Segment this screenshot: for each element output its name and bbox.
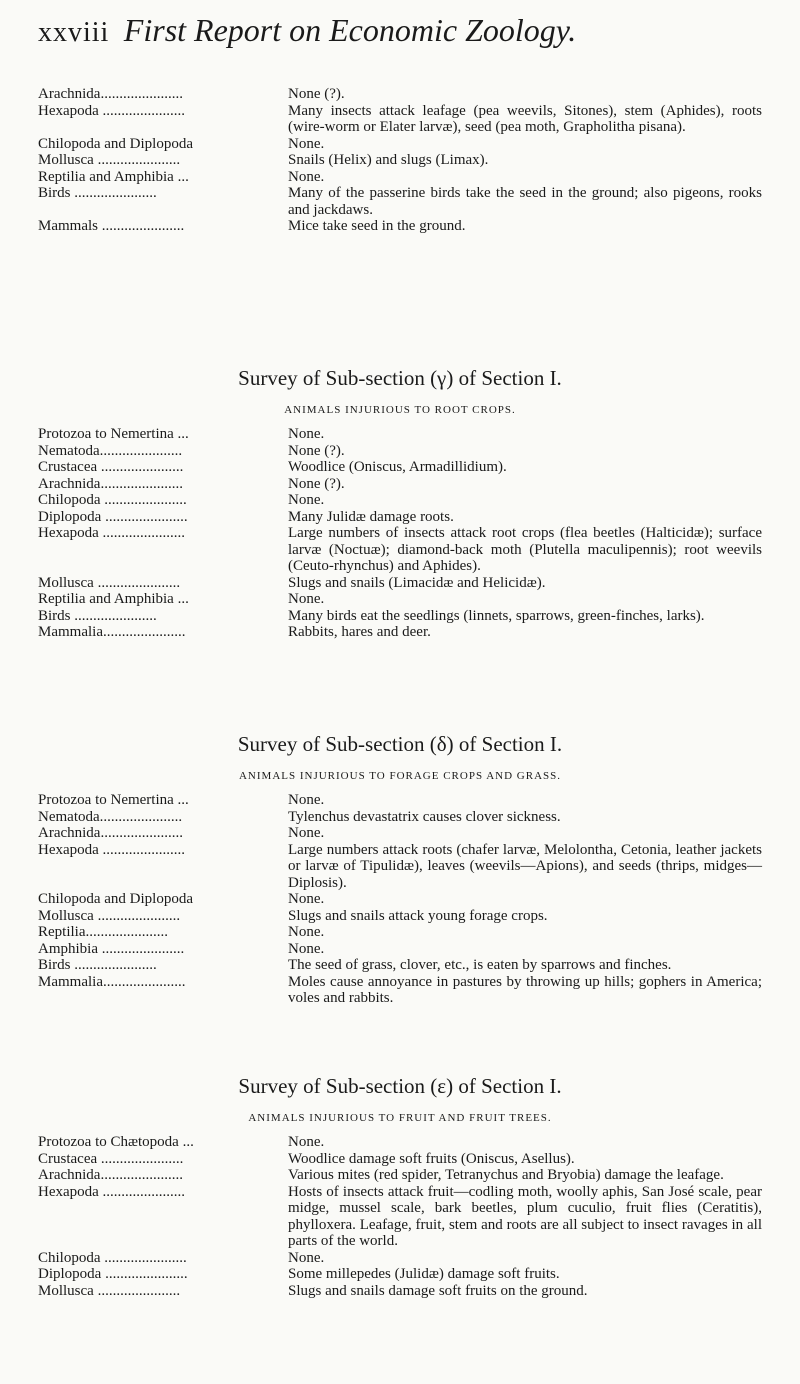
table-row bbox=[38, 492, 762, 509]
damage-description: None. bbox=[288, 1134, 325, 1150]
table-row bbox=[38, 1283, 762, 1300]
section-subheading-delta: ANIMALS INJURIOUS TO FORAGE CROPS AND GRASS. bbox=[238, 770, 561, 782]
table-row bbox=[38, 974, 762, 1007]
table-row bbox=[38, 575, 762, 592]
damage-description: None (?). bbox=[288, 86, 345, 102]
animal-group: Diplopoda ...................... bbox=[38, 1266, 188, 1282]
damage-description: Slugs and snails (Limacidæ and Helicidæ). bbox=[288, 574, 546, 591]
animal-group: Diplopoda ...................... bbox=[38, 508, 188, 525]
damage-description: None (?). bbox=[288, 442, 345, 459]
section-heading-gamma: Survey of Sub-section (γ) of Section I. bbox=[238, 366, 562, 390]
table-row bbox=[38, 825, 762, 842]
animal-group: Mammals ...................... bbox=[38, 218, 185, 234]
animal-group: Crustacea ...................... bbox=[38, 459, 184, 475]
table-row bbox=[38, 1250, 762, 1267]
animal-group: Reptilia and Amphibia ... bbox=[38, 168, 189, 185]
animal-group: Hexapoda ...................... bbox=[38, 841, 186, 858]
page-number: xxviii bbox=[38, 17, 110, 48]
animal-group: Protozoa to Nemertina ... bbox=[38, 792, 189, 808]
damage-description: Rabbits, hares and deer. bbox=[288, 624, 431, 640]
running-title: First Report on Economic Zoology. bbox=[123, 12, 577, 48]
animal-group: Mammalia...................... bbox=[38, 624, 186, 640]
table-row bbox=[38, 591, 762, 608]
table-row bbox=[38, 152, 762, 169]
table-row bbox=[38, 924, 762, 941]
damage-description: Snails (Helix) and slugs (Limax). bbox=[288, 152, 489, 168]
table-row bbox=[38, 941, 762, 958]
animal-group: Reptilia...................... bbox=[38, 924, 168, 940]
table-top-section bbox=[38, 86, 762, 235]
table-row bbox=[38, 792, 762, 809]
table-row bbox=[38, 1134, 762, 1151]
section-heading-delta: Survey of Sub-section (δ) of Section I. bbox=[237, 732, 563, 756]
table-row bbox=[38, 509, 762, 526]
table-section-delta bbox=[38, 792, 762, 1007]
table-row bbox=[38, 1266, 762, 1283]
animal-group: Arachnida...................... bbox=[38, 475, 183, 492]
table-row bbox=[38, 608, 762, 625]
animal-group: Hexapoda ...................... bbox=[38, 525, 186, 541]
animal-group: Mollusca ...................... bbox=[38, 574, 181, 591]
table-row bbox=[38, 426, 762, 443]
running-head bbox=[38, 12, 577, 62]
damage-description: None. bbox=[288, 940, 325, 957]
table-row bbox=[38, 1167, 762, 1184]
damage-description: Many birds eat the seedlings (linnets, sparrows, green-finches, larks). bbox=[288, 607, 705, 624]
animal-group: Arachnida...................... bbox=[38, 825, 183, 841]
table-row bbox=[38, 443, 762, 460]
animal-group: Amphibia ...................... bbox=[38, 940, 185, 957]
damage-description: None. bbox=[288, 924, 325, 940]
table-row bbox=[38, 185, 762, 218]
damage-description: None. bbox=[288, 135, 325, 152]
damage-description: Large numbers of insects attack root crops (flea beetles (Halticidæ); surface larvæ (Noctuæ); diamond-back moth (Plutella maculipennis); root weevils (Ceuto-rhynchus) and Aphides). bbox=[288, 525, 762, 574]
damage-description: None. bbox=[288, 825, 325, 841]
damage-description: Woodlice (Oniscus, Armadillidium). bbox=[288, 459, 507, 475]
animal-group: Chilopoda and Diplopoda bbox=[38, 135, 193, 152]
damage-description: Moles cause annoyance in pastures by throwing up hills; gophers in America; voles and rabbits. bbox=[288, 973, 762, 1006]
damage-description: Slugs and snails attack young forage crops. bbox=[288, 907, 548, 924]
damage-description: None. bbox=[288, 426, 325, 442]
section-subheading-gamma: ANIMALS INJURIOUS TO ROOT CROPS. bbox=[284, 404, 516, 416]
animal-group: Mammalia...................... bbox=[38, 973, 186, 990]
table-row bbox=[38, 842, 762, 892]
animal-group: Birds ...................... bbox=[38, 607, 157, 624]
animal-group: Protozoa to Chætopoda ... bbox=[38, 1134, 194, 1150]
damage-description: Large numbers attack roots (chafer larvæ, Melolontha, Cetonia, leather jackets or larvæ of Tipulidæ), leaves (weevils—Apions), and seeds (thrips, midges—Diplosis). bbox=[288, 841, 762, 891]
animal-group: Reptilia and Amphibia ... bbox=[38, 591, 189, 607]
damage-description: Woodlice damage soft fruits (Oniscus, Asellus). bbox=[288, 1150, 575, 1167]
table-row bbox=[38, 891, 762, 908]
animal-group: Mollusca ...................... bbox=[38, 907, 181, 924]
table-row bbox=[38, 624, 762, 641]
table-row bbox=[38, 476, 762, 493]
animal-group: Hexapoda ...................... bbox=[38, 102, 186, 119]
animal-group: Chilopoda and Diplopoda bbox=[38, 891, 193, 907]
table-section-epsilon bbox=[38, 1134, 762, 1299]
table-row bbox=[38, 525, 762, 575]
table-row bbox=[38, 809, 762, 826]
table-row bbox=[38, 908, 762, 925]
table-row bbox=[38, 169, 762, 186]
damage-description: Tylenchus devastatrix causes clover sickness. bbox=[288, 808, 561, 825]
animal-group: Hexapoda ...................... bbox=[38, 1183, 186, 1200]
damage-description: None (?). bbox=[288, 475, 345, 492]
damage-description: Hosts of insects attack fruit—codling moth, woolly aphis, San José scale, pear midge, mussel scale, bark beetles, plum cuculio, fruit flies (Ceratitis), phylloxera. Leafage, fruit, stem and roots are all subject to insect ravages in all parts of the world. bbox=[288, 1183, 762, 1249]
damage-description: Many Julidæ damage roots. bbox=[288, 508, 454, 525]
animal-group: Crustacea ...................... bbox=[38, 1150, 184, 1167]
table-row bbox=[38, 459, 762, 476]
animal-group: Mollusca ...................... bbox=[38, 152, 181, 168]
damage-description: Some millepedes (Julidæ) damage soft fruits. bbox=[288, 1266, 560, 1282]
table-row bbox=[38, 136, 762, 153]
animal-group: Mollusca ...................... bbox=[38, 1282, 181, 1299]
table-row bbox=[38, 218, 762, 235]
damage-description: None. bbox=[288, 1249, 325, 1266]
table-row bbox=[38, 103, 762, 136]
damage-description: None. bbox=[288, 792, 325, 808]
damage-description: Many insects attack leafage (pea weevils, Sitones), stem (Aphides), roots (wire-worm or Elater larvæ), seed (pea moth, Grapholitha pisana). bbox=[288, 102, 762, 135]
damage-description: Many of the passerine birds take the seed in the ground; also pigeons, rooks and jackdaws. bbox=[288, 185, 762, 218]
table-row bbox=[38, 1151, 762, 1168]
damage-description: None. bbox=[288, 492, 325, 508]
damage-description: None. bbox=[288, 168, 325, 185]
table-row bbox=[38, 1184, 762, 1250]
table-row bbox=[38, 957, 762, 974]
animal-group: Nematoda...................... bbox=[38, 442, 183, 459]
damage-description: The seed of grass, clover, etc., is eaten by sparrows and finches. bbox=[288, 957, 672, 973]
animal-group: Birds ...................... bbox=[38, 185, 157, 201]
animal-group: Protozoa to Nemertina ... bbox=[38, 426, 189, 442]
section-heading-epsilon: Survey of Sub-section (ε) of Section I. bbox=[238, 1074, 562, 1098]
table-section-gamma bbox=[38, 426, 762, 641]
animal-group: Arachnida...................... bbox=[38, 86, 183, 102]
table-row bbox=[38, 86, 762, 103]
animal-group: Arachnida...................... bbox=[38, 1167, 183, 1183]
animal-group: Birds ...................... bbox=[38, 957, 157, 973]
damage-description: Various mites (red spider, Tetranychus and Bryobia) damage the leafage. bbox=[288, 1167, 724, 1183]
section-subheading-epsilon: ANIMALS INJURIOUS TO FRUIT AND FRUIT TREES. bbox=[248, 1112, 552, 1124]
damage-description: None. bbox=[288, 591, 325, 607]
animal-group: Nematoda...................... bbox=[38, 808, 183, 825]
damage-description: None. bbox=[288, 891, 325, 907]
animal-group: Chilopoda ...................... bbox=[38, 492, 187, 508]
animal-group: Chilopoda ...................... bbox=[38, 1249, 187, 1266]
damage-description: Mice take seed in the ground. bbox=[288, 218, 466, 234]
damage-description: Slugs and snails damage soft fruits on the ground. bbox=[288, 1282, 588, 1299]
